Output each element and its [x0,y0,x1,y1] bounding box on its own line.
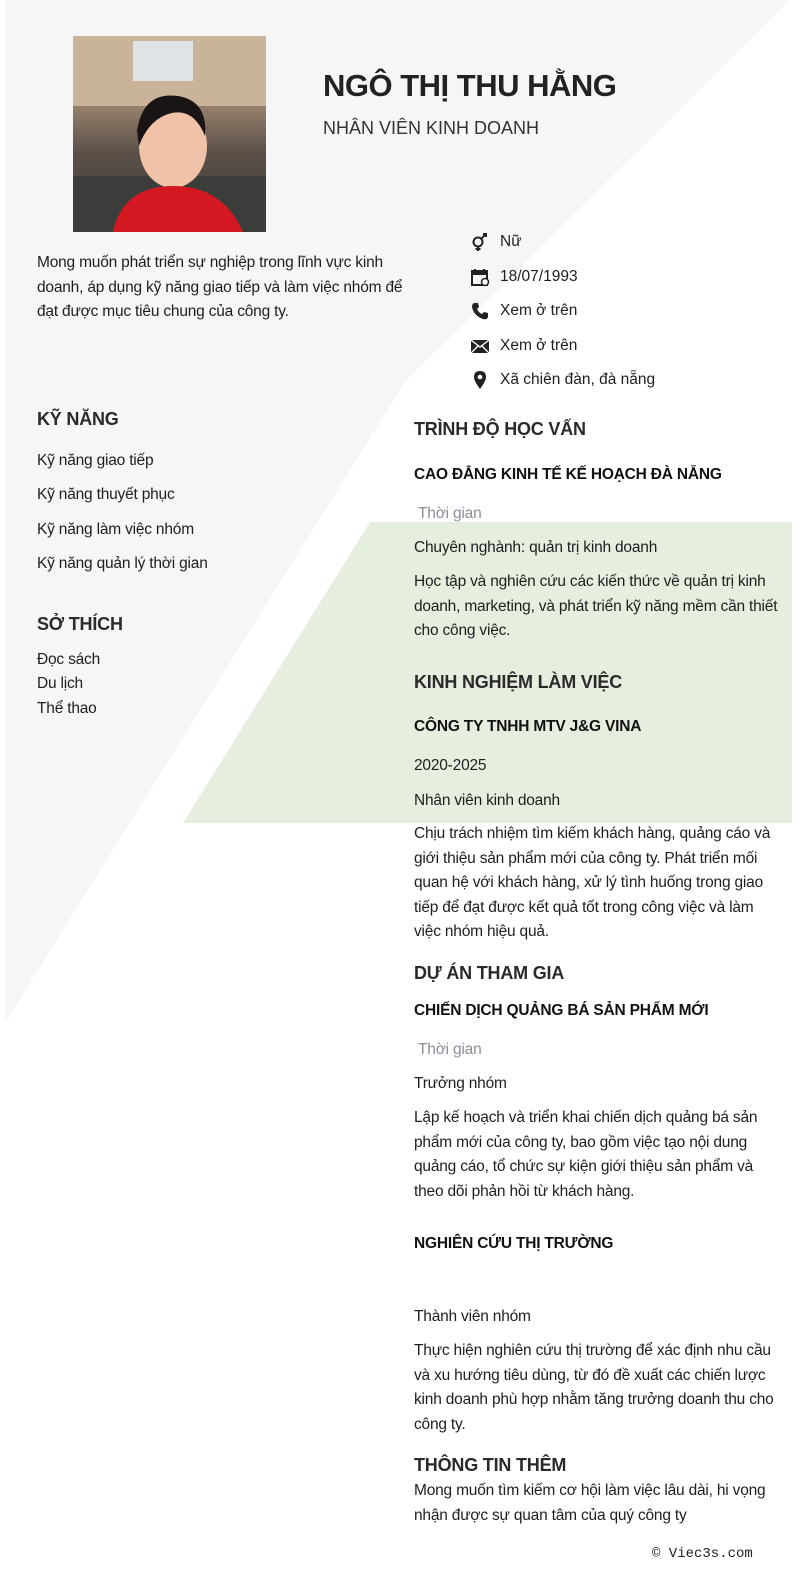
avatar [73,36,266,232]
additional-info-heading: THÔNG TIN THÊM [414,1455,567,1475]
gender-icon [470,232,490,252]
job-position: NHÂN VIÊN KINH DOANH [323,118,540,138]
email-icon [470,336,490,356]
address-value: Xã chiên đàn, đà nẵng [500,371,656,388]
project-role: Trưởng nhóm [414,1075,507,1092]
contact-phone [470,301,577,321]
contact-birthday [470,267,578,287]
project-role: Thành viên nhóm [414,1308,531,1325]
career-objective: Mong muốn phát triển sự nghiệp trong lĩnh vực kinh doanh, áp dụng kỹ năng giao tiếp và làm việc nhóm để đạt được mục tiêu chung của công ty. [37,254,403,320]
experience-time: 2020-2025 [414,757,487,774]
projects-heading: DỰ ÁN THAM GIA [414,963,565,983]
watermark: © Viec3s.com [652,1546,753,1562]
project-name: NGHIÊN CỨU THỊ TRƯỜNG [414,1235,614,1252]
education-description: Học tập và nghiên cứu các kiến thức về quản trị kinh doanh, marketing, và phát triển kỹ năng mềm cần thiết cho công việc. [414,573,778,639]
project-time: Thời gian [418,1041,482,1058]
project-name: CHIẾN DỊCH QUẢNG BÁ SẢN PHẨM MỚI [414,1002,709,1019]
skill-item: Kỹ năng thuyết phục [37,486,175,503]
experience-description: Chịu trách nhiệm tìm kiếm khách hàng, quảng cáo và giới thiệu sản phẩm mới của công ty. Phát triển mối quan hệ với khách hàng, xử lý tình huống trong giao tiếp để đạt được kết quả tốt trong công việc và làm việc nhóm hiệu quả. [414,825,771,940]
skill-item: Kỹ năng quản lý thời gian [37,555,208,572]
project-description: Lập kế hoạch và triển khai chiến dịch quảng bá sản phẩm mới của công ty, bao gồm việc tạo nội dung quảng cáo, tổ chức sự kiện giới thiệu sản phẩm và theo dõi phản hồi từ khách hàng. [414,1109,758,1200]
email-value[interactable]: Xem ở trên [500,337,578,354]
gender-value: Nữ [500,233,522,250]
experience-role: Nhân viên kinh doanh [414,792,560,809]
contact-gender [470,232,522,252]
skill-item: Kỹ năng làm việc nhóm [37,521,194,538]
phone-value[interactable]: Xem ở trên [500,302,578,319]
additional-info-text: Mong muốn tìm kiếm cơ hội làm việc lâu dài, hi vọng nhận được sự quan tâm của quý công ty [414,1482,766,1524]
education-time: Thời gian [418,505,482,522]
location-icon [470,370,490,390]
calendar-icon [470,267,490,287]
hobby-item: Đọc sách [37,651,101,668]
contact-email [470,336,577,356]
education-major: Chuyên nghành: quản trị kinh doanh [414,539,658,556]
profile-photo [73,36,266,232]
hobby-item: Thể thao [37,700,97,717]
school-name: CAO ĐẲNG KINH TẾ KẾ HOẠCH ĐÀ NẴNG [414,466,722,483]
hobbies-heading: SỞ THÍCH [37,614,123,634]
skill-item: Kỹ năng giao tiếp [37,452,154,469]
education-heading: TRÌNH ĐỘ HỌC VẤN [414,419,586,439]
skills-heading: KỸ NĂNG [37,409,119,429]
phone-icon [470,301,490,321]
company-name: CÔNG TY TNHH MTV J&G VINA [414,718,642,735]
contact-address [470,370,655,390]
project-description: Thực hiện nghiên cứu thị trường để xác định nhu cầu và xu hướng tiêu dùng, từ đó đề xuất các chiến lược kinh doanh phù hợp nhằm tăng trưởng doanh thu cho công ty. [414,1342,774,1433]
hobby-item: Du lịch [37,675,83,692]
experience-heading: KINH NGHIỆM LÀM VIỆC [414,672,623,692]
candidate-name: NGÔ THỊ THU HẰNG [323,68,617,103]
birthday-value: 18/07/1993 [500,268,578,285]
